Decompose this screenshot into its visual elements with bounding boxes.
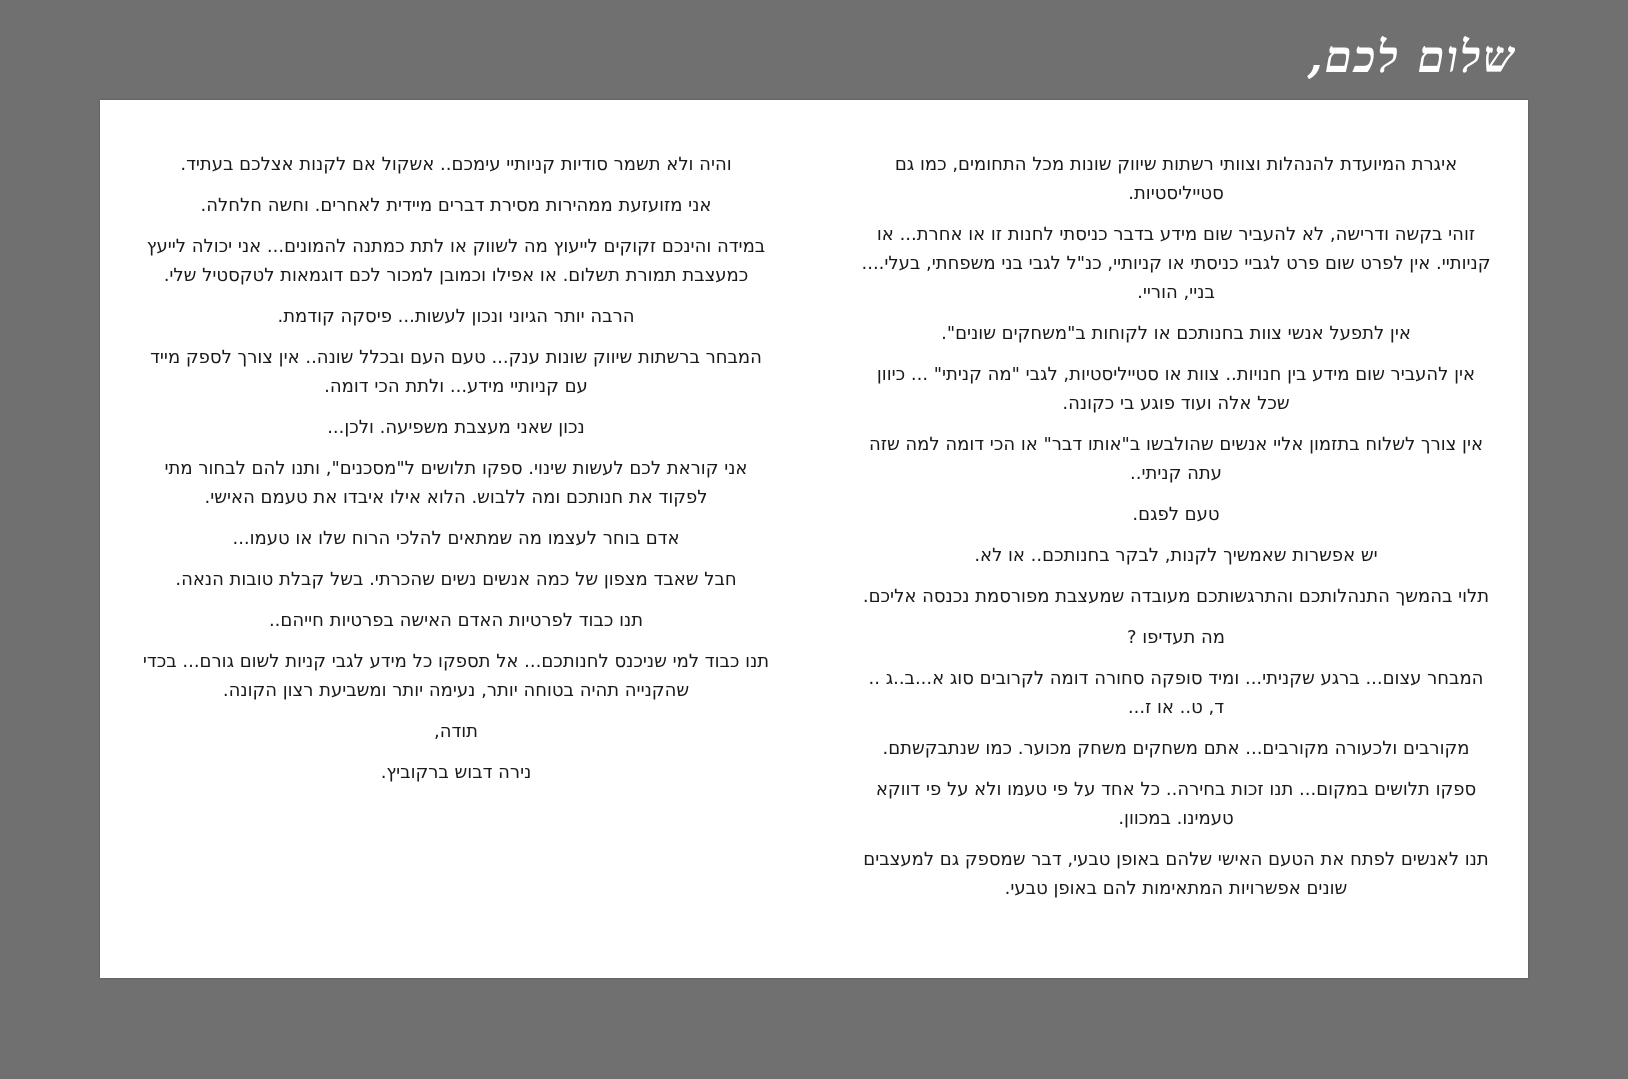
letter-column-right xyxy=(858,150,1494,915)
paragraph: הרבה יותר הגיוני ונכון לעשות... פיסקה קודמת. xyxy=(277,306,635,327)
paragraph: תנו כבוד למי שניכנס לחנותכם... אל תספקו כל מידע לגבי קניות לשום גורם... בכדי שהקנייה תהיה בטוחה יותר, נעימה יותר ומשביעת רצון הקונה. xyxy=(142,651,770,701)
closing-thanks: תודה, xyxy=(433,721,479,742)
paragraph: אני מזועזעת ממהירות מסירת דברים מיידית לאחרים. וחשה חלחלה. xyxy=(200,195,712,216)
signature: נירה דבוש ברקוביץ. xyxy=(380,762,532,783)
paragraph: אין להעביר שום מידע בין חנויות.. צוות או סטייליסטיות, לגבי "מה קניתי" ... כיוון שכל אלה ועוד פוגע בי כקונה. xyxy=(876,364,1476,414)
letter-column-left xyxy=(138,150,774,799)
paragraph: אין צורך לשלוח בתזמון אליי אנשים שהולבשו ב"אותו דבר" או הכי דומה למה שזה עתה קניתי.. xyxy=(868,434,1484,484)
paragraph: מקורבים ולכעורה מקורבים... אתם משחקים משחק מכוער. כמו שנתבקשתם. xyxy=(882,738,1470,759)
paragraph: ספקו תלושים במקום... תנו זכות בחירה.. כל אחד על פי טעמו ולא על פי דווקא טעמינו. במכוון. xyxy=(875,779,1477,829)
paragraph: במידה והינכם זקוקים לייעוץ מה לשווק או לתת כמתנה להמונים... אני יכולה לייעץ כמעצבת תמורת תשלום. או אפילו וכמובן למכור לכם דוגמאות לטקסטיל שלי. xyxy=(146,236,766,286)
paragraph: נכון שאני מעצבת משפיעה. ולכן... xyxy=(327,417,585,438)
paragraph: תלוי בהמשך התנהלותכם והתרגשותכם מעובדה שמעצבת מפורסמת נכנסה אליכם. xyxy=(862,586,1490,607)
paragraph: טעם לפגם. xyxy=(1132,504,1220,525)
paragraph: והיה ולא תשמר סודיות קניותיי עימכם.. אשקול אם לקנות אצלכם בעתיד. xyxy=(180,154,732,175)
paragraph: המבחר ברשתות שיווק שונות ענק... טעם העם ובכלל שונה.. אין צורך לספק מייד עם קניותיי מידע... ולתת הכי דומה. xyxy=(150,347,762,397)
paragraph: תנו כבוד לפרטיות האדם האישה בפרטיות חייהם.. xyxy=(268,610,644,631)
paragraph: יש אפשרות שאמשיך לקנות, לבקר בחנותכם.. או לא. xyxy=(974,545,1378,566)
paragraph: חבל שאבד מצפון של כמה אנשים נשים שהכרתי. בשל קבלת טובות הנאה. xyxy=(175,569,737,590)
paragraph: איגרת המיועדת להנהלות וצוותי רשתות שיווק שונות מכל התחומים, כמו גם סטייליסטיות. xyxy=(894,154,1458,204)
paragraph: אני קוראת לכם לעשות שינוי. ספקו תלושים ל"מסכנים", ותנו להם לבחור מתי לפקוד את חנותכם ומה ללבוש. הלוא אילו איבדו את טעמם האישי. xyxy=(164,458,748,508)
paragraph: תנו לאנשים לפתח את הטעם האישי שלהם באופן טבעי, דבר שמספק גם למעצבים שונים אפשרויות המתאימות להם באופן טבעי. xyxy=(863,849,1489,899)
paragraph: אדם בוחר לעצמו מה שמתאים להלכי הרוח שלו או טעמו... xyxy=(232,528,680,549)
paragraph: המבחר עצום... ברגע שקניתי... ומיד סופקה סחורה דומה לקרובים סוג א...ב..ג .. ד, ט.. או ז... xyxy=(868,668,1484,718)
paragraph: מה תעדיפו ? xyxy=(1126,627,1226,648)
paragraph: אין לתפעל אנשי צוות בחנותכם או לקוחות ב"משחקים שונים". xyxy=(941,323,1411,344)
page-title: שלום לכם, xyxy=(1307,32,1516,83)
paragraph: זוהי בקשה ודרישה, לא להעביר שום מידע בדבר כניסתי לחנות זו או אחרת... או קניותיי. אין לפרט שום פרט לגביי כניסתי או קניותיי, כנ"ל לגבי בני משפחתי, בעלי.... בניי, הוריי. xyxy=(861,224,1491,303)
letter-sheet xyxy=(100,100,1528,978)
